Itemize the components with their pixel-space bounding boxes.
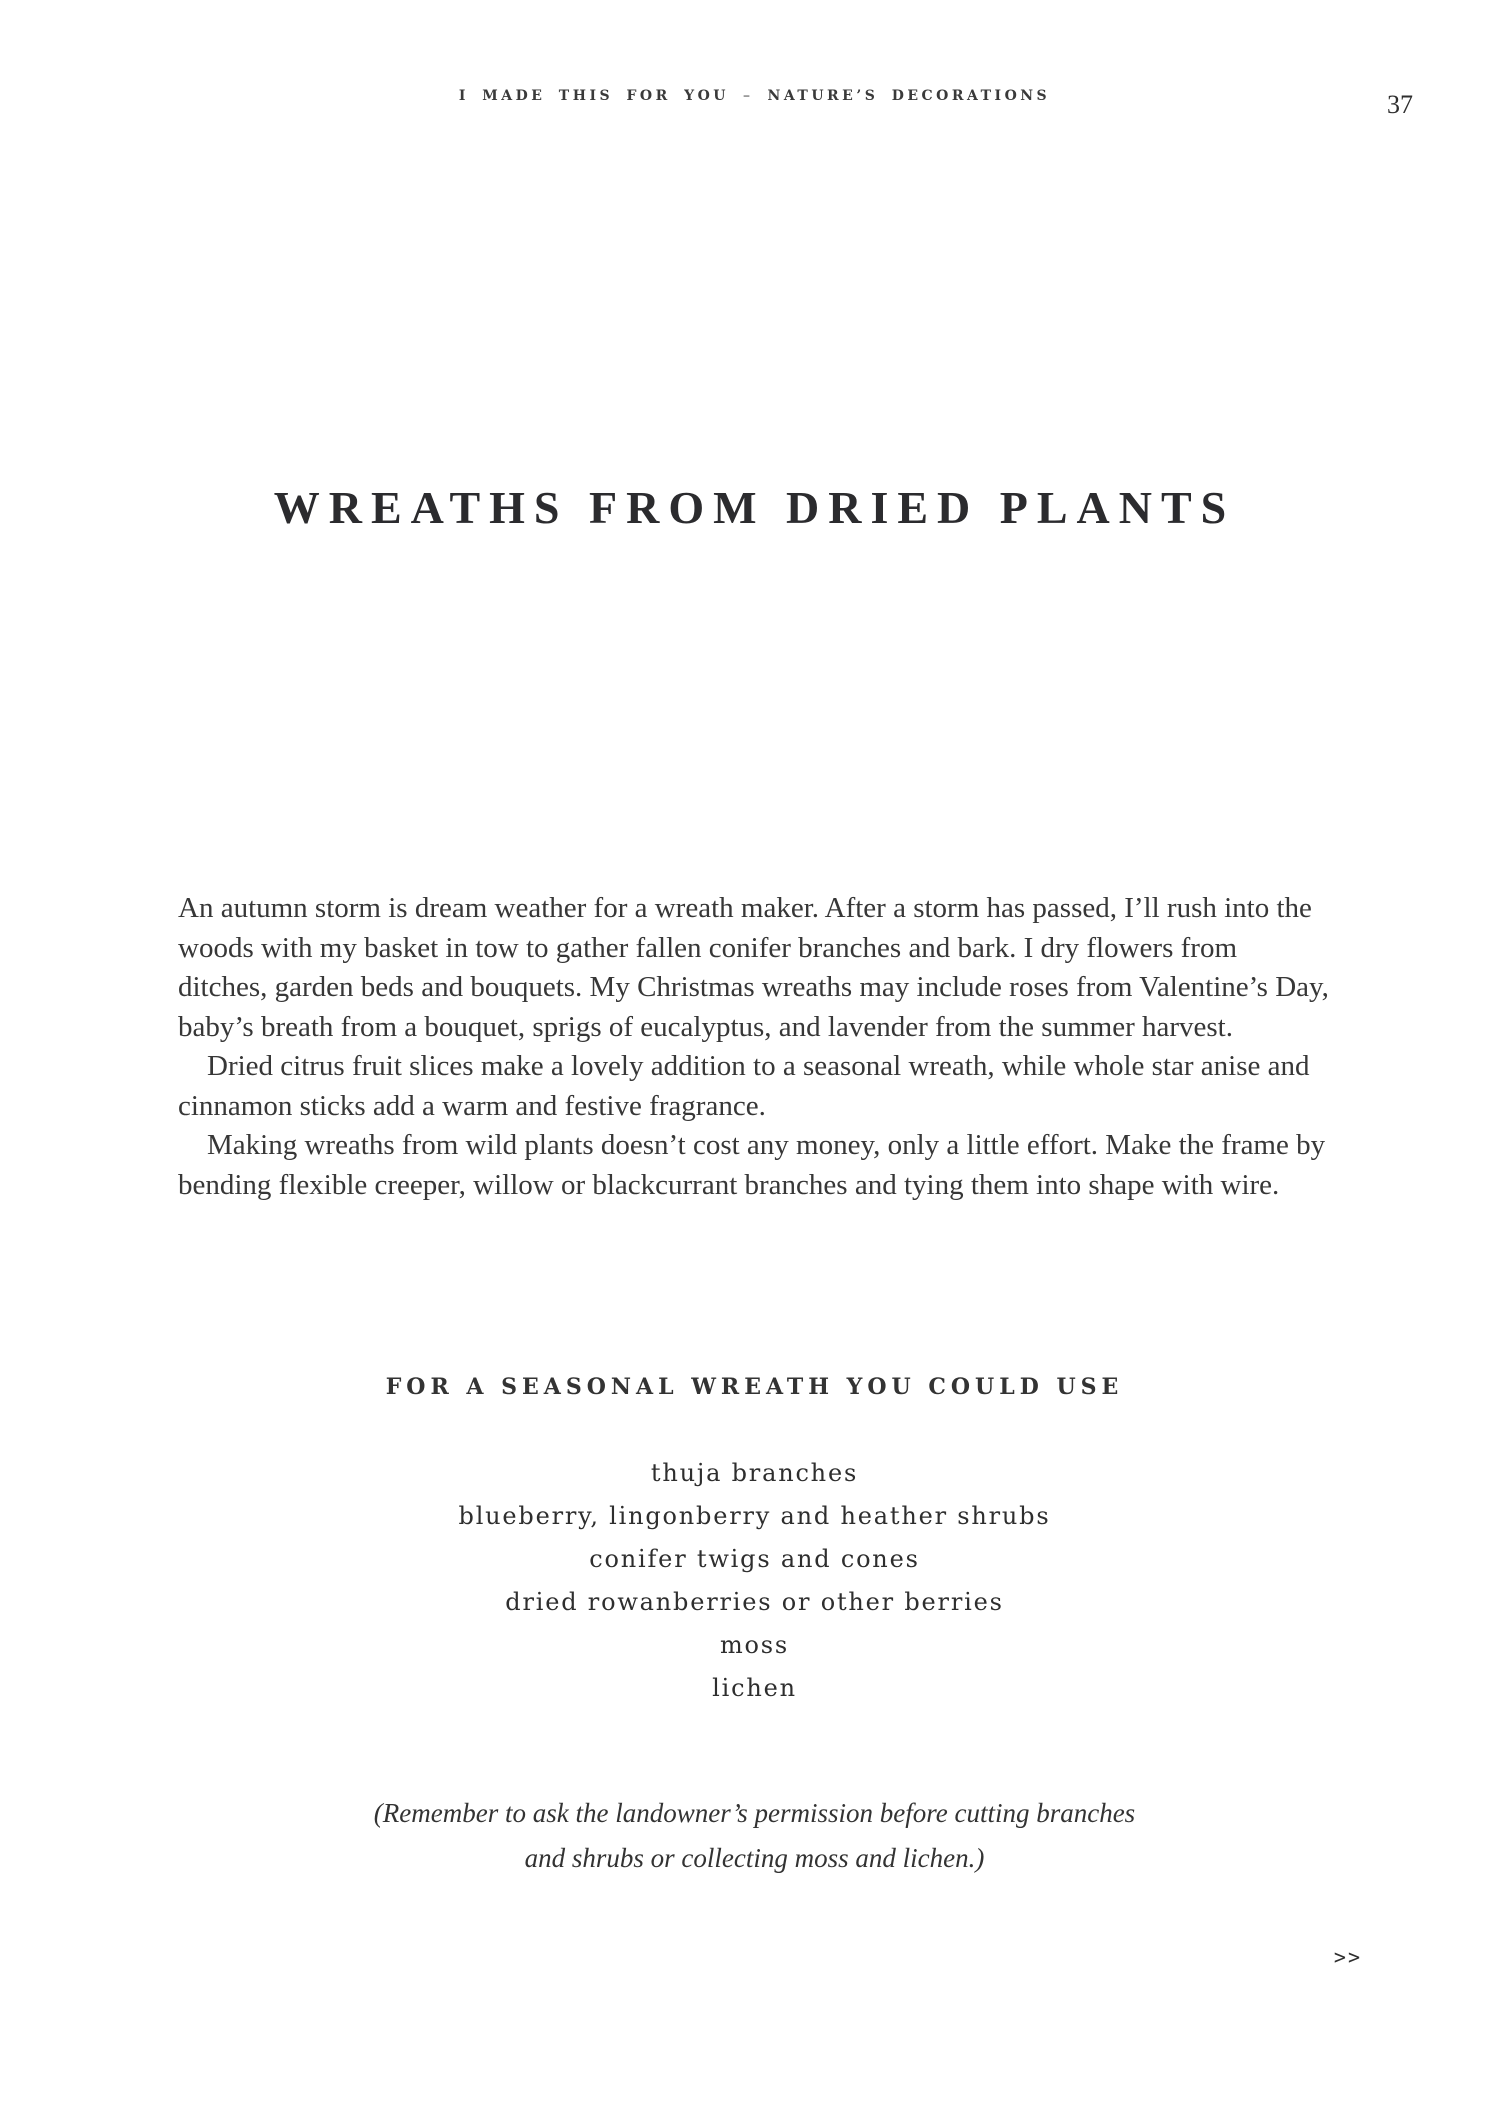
running-header-book-title: I MADE THIS FOR YOU	[458, 88, 730, 104]
paragraph: Making wreaths from wild plants doesn’t cost any money, only a little effort. Make the frame by bending flexible creeper, willow or blackcurrant branches and tying them into shape with wire.	[178, 1129, 1326, 1201]
list-item: lichen	[712, 1674, 797, 1702]
permission-note	[0, 1791, 1509, 1881]
materials-list	[0, 1452, 1509, 1710]
materials-heading: FOR A SEASONAL WREATH YOU COULD USE	[385, 1374, 1124, 1400]
running-header-separator: –	[743, 88, 754, 104]
note-line: (Remember to ask the landowner’s permission before cutting branches	[373, 1798, 1136, 1828]
list-item: dried rowanberries or other berries	[505, 1588, 1004, 1616]
paragraph: An autumn storm is dream weather for a wreath maker. After a storm has passed, I’ll rush into the woods with my basket in tow to gather fallen conifer branches and bark. I dry flowers from ditches, garden beds and bouquets. My Christmas wreaths may include roses from Valentine’s Day, baby’s breath from a bouquet, sprigs of eucalyptus, and lavender from the summer harvest.	[178, 892, 1329, 1043]
list-item: blueberry, lingonberry and heather shrubs	[458, 1502, 1051, 1530]
running-header	[0, 88, 1509, 104]
continued-next-page-marker: >>	[1333, 1945, 1362, 1969]
note-line: and shrubs or collecting moss and lichen.)	[524, 1843, 985, 1873]
chapter-title: WREATHS FROM DRIED PLANTS	[273, 481, 1236, 533]
list-item: conifer twigs and cones	[589, 1545, 920, 1573]
paragraph: Dried citrus fruit slices make a lovely addition to a seasonal wreath, while whole star anise and cinnamon sticks add a warm and festive fragrance.	[178, 1050, 1310, 1122]
body-text	[178, 889, 1333, 1205]
list-item: moss	[719, 1631, 790, 1659]
list-item: thuja branches	[650, 1459, 859, 1487]
running-header-section-title: NATURE’S DECORATIONS	[767, 88, 1051, 104]
page-number: 37	[1387, 90, 1413, 119]
